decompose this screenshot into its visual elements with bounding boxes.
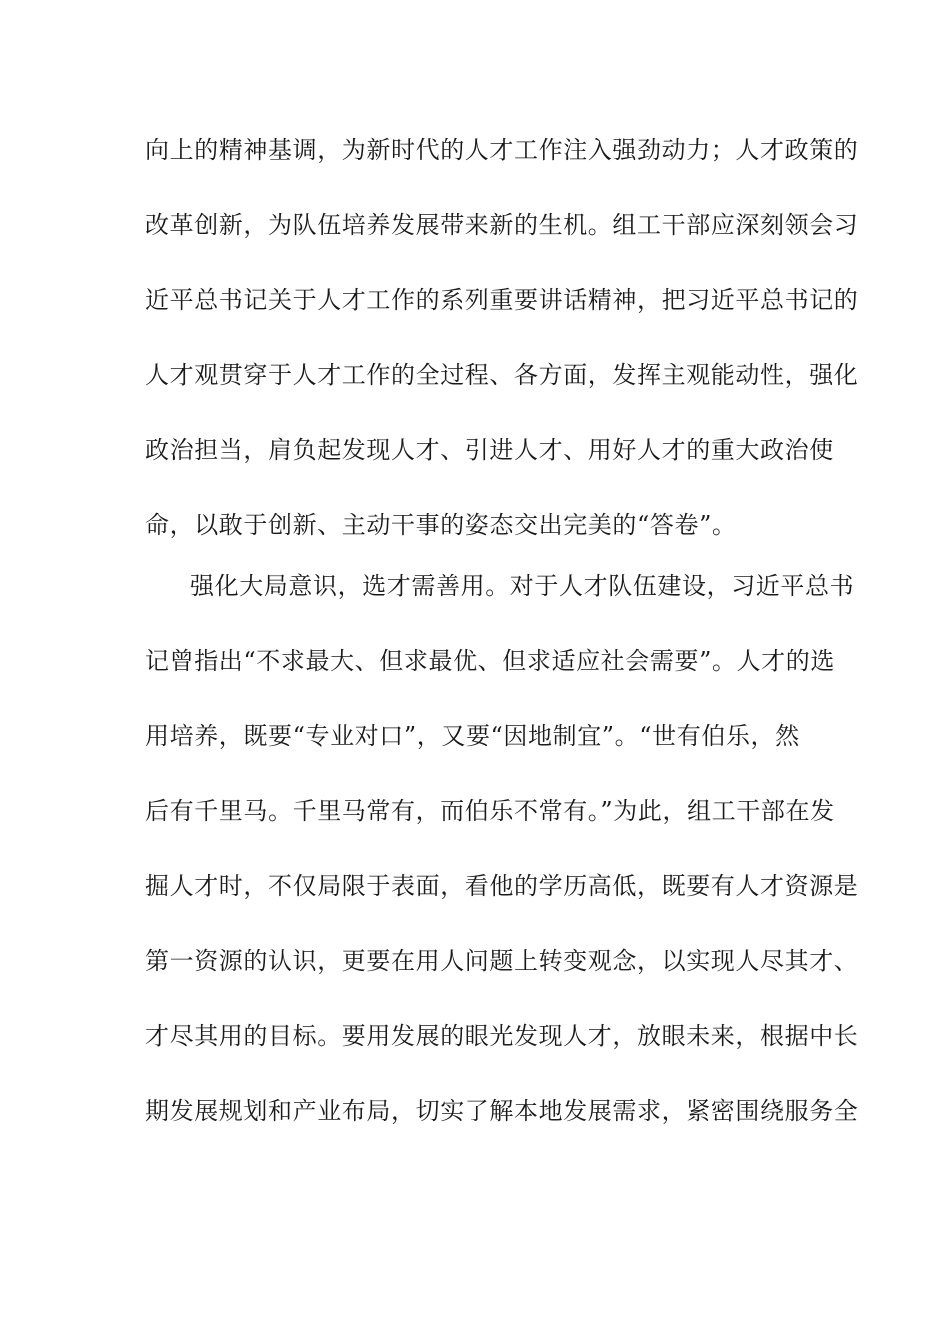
- paragraph-line: 人才观贯穿于人才工作的全过程、各方面，发挥主观能动性，强化: [145, 361, 859, 389]
- paragraph-line: 掘人才时，不仅局限于表面，看他的学历高低，既要有人才资源是: [145, 872, 859, 900]
- paragraph-line: 用培养，既要“专业对口”，又要“因地制宜”。“世有伯乐，然: [145, 722, 800, 750]
- paragraph-line: 才尽其用的目标。要用发展的眼光发现人才，放眼未来，根据中长: [145, 1022, 859, 1050]
- paragraph-line: 向上的精神基调，为新时代的人才工作注入强劲动力；人才政策的: [145, 136, 859, 164]
- paragraph-line: 后有千里马。千里马常有，而伯乐不常有。”为此，组工干部在发: [145, 797, 835, 825]
- paragraph-line: 政治担当，肩负起发现人才、引进人才、用好人才的重大政治使: [145, 436, 834, 464]
- paragraph-line: 期发展规划和产业布局，切实了解本地发展需求，紧密围绕服务全: [145, 1097, 859, 1125]
- paragraph-line: 命，以敢于创新、主动干事的姿态交出完美的“答卷”。: [145, 511, 737, 539]
- paragraph-line: 强化大局意识，选才需善用。对于人才队伍建设，习近平总书: [190, 572, 855, 600]
- paragraph-line: 改革创新，为队伍培养发展带来新的生机。组工干部应深刻领会习: [145, 211, 859, 239]
- paragraph-line: 记曾指出“不求最大、但求最优、但求适应社会需要”。人才的选: [145, 647, 835, 675]
- paragraph-line: 第一资源的认识，更要在用人问题上转变观念，以实现人尽其才、: [145, 947, 859, 975]
- paragraph-line: 近平总书记关于人才工作的系列重要讲话精神，把习近平总书记的: [145, 286, 859, 314]
